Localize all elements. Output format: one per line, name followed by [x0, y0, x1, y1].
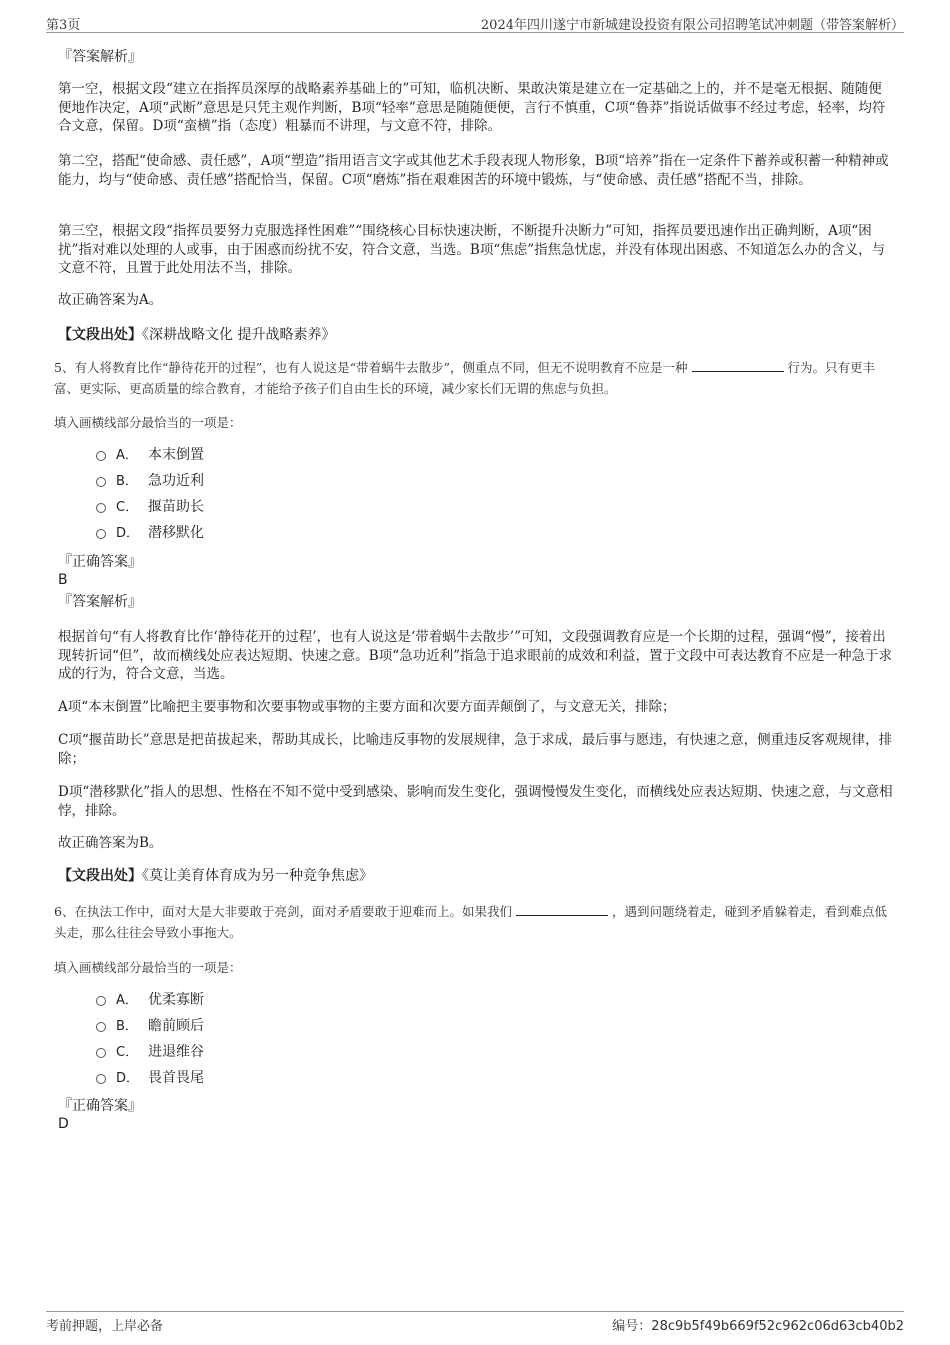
option-key: D．: [116, 526, 140, 541]
q5-analysis-p1: 根据首句“有人将教育比作‘静待花开的过程’，也有人说这是‘带着蜗牛去散步’”可知，文段强调教育应是一个长期的过程，强调“慢”，接着出现转折词“但”，故而横线处应表达短期、快速之意。B项“急功近利”指急于追求眼前的成效和利益，置于文段中可表达教育不应是一种急于求成的行为，符合文意，当选。: [58, 629, 893, 682]
q6-correct-title: 『正确答案』: [58, 1098, 142, 1114]
q4-analysis-title: 『答案解析』: [58, 49, 142, 65]
q5-analysis-p2: A项“本末倒置”比喻把主要事物和次要事物或事物的主要方面和次要方面弄颠倒了，与文意无关，排除；: [58, 699, 676, 715]
q4-analysis-p1: 第一空，根据文段“建立在指挥员深厚的战略素养基础上的”可知，临机决断、果敢决策是建立在一定基础之上的，并不是毫无根据、随随便便地作决定，A项“武断”意思是只凭主观作判断，B项“轻率”意思是随随便便，言行不慎重，C项“鲁莽”指说话做事不经过考虑，轻率，均符合文意，保留。D项“蛮横”指（态度）粗暴而不讲理，与文意不符，排除。: [58, 81, 886, 134]
option-key: C．: [116, 500, 139, 515]
q6-option-c[interactable]: [96, 1042, 204, 1062]
page-footer: [46, 1311, 904, 1333]
footer-code-label: 编号：: [612, 1319, 652, 1334]
q6-option-b[interactable]: [96, 1016, 204, 1036]
option-text: 进退维谷: [148, 1044, 204, 1060]
option-key: A．: [116, 448, 138, 463]
q4-analysis-p2: 第二空，搭配“使命感、责任感”，A项“塑造”指用语言文字或其他艺术手段表现人物形象，B项“培养”指在一定条件下蓄养或积蓄一种精神或能力，均与“使命感、责任感”搭配恰当，保留。C项“磨炼”指在艰难困苦的环境中锻炼，与“使命感、责任感”搭配不当，排除。: [58, 153, 889, 188]
q4-source-title: 《深耕战略文化 提升战略素养》: [142, 327, 336, 343]
option-text: 优柔寡断: [148, 992, 204, 1008]
q5-option-a[interactable]: [96, 445, 204, 465]
radio-icon[interactable]: [96, 1022, 106, 1032]
q5-stem-after: 行为。只有更丰富、更实际、更高质量的综合教育，才能给予孩子们自由生长的环境，减少家长们无谓的焦虑与负担。: [54, 360, 876, 396]
q5-stem-before: 5、有人将教育比作“静待花开的过程”，也有人说这是“带着蜗牛去散步”，侧重点不同，但无不说明教育不应是一种: [54, 360, 688, 375]
q6-option-a[interactable]: [96, 990, 204, 1010]
q5-source-label: 【文段出处】: [58, 868, 142, 884]
option-text: 急功近利: [148, 473, 204, 489]
page-number: 第3页: [46, 18, 81, 33]
q6-correct-answer: D: [58, 1116, 69, 1132]
option-key: D．: [116, 1071, 140, 1086]
option-text: 揠苗助长: [148, 499, 204, 515]
q5-blank: [692, 359, 784, 372]
q5-correct-answer: B: [58, 572, 68, 588]
page-header: [46, 14, 904, 33]
document-title: 2024年四川遂宁市新城建设投资有限公司招聘笔试冲刺题（带答案解析）: [480, 18, 904, 33]
footer-slogan: 考前押题，上岸必备: [46, 1319, 164, 1334]
q4-conclusion: 故正确答案为A。: [58, 292, 163, 308]
option-text: 畏首畏尾: [148, 1070, 204, 1086]
q4-source-label: 【文段出处】: [58, 327, 142, 343]
q5-conclusion: 故正确答案为B。: [58, 835, 163, 851]
radio-icon[interactable]: [96, 996, 106, 1006]
option-text: 本末倒置: [148, 447, 204, 463]
q5-source: [58, 867, 373, 885]
option-key: A．: [116, 993, 138, 1008]
radio-icon[interactable]: [96, 451, 106, 461]
q6-stem: [54, 901, 896, 943]
q5-source-title: 《莫让美育体育成为另一种竞争焦虑》: [142, 868, 373, 884]
q6-stem-before: 6、在执法工作中，面对大是大非要敢于亮剑，面对矛盾要敢于迎难而上。如果我们: [54, 904, 512, 919]
q5-option-b[interactable]: [96, 471, 204, 491]
q4-analysis-p3: 第三空，根据文段“指挥员要努力克服选择性困难”“围绕核心目标快速决断，不断提升决断力”可知，指挥员要迅速作出正确判断，A项“困扰”指对难以处理的人或事，由于困惑而纷扰不安，符合文意，当选。B项“焦虑”指焦急忧虑，并没有体现出困惑、不知道怎么办的含义，与文意不符，且置于此处用法不当，排除。: [58, 223, 886, 276]
option-key: C．: [116, 1045, 139, 1060]
radio-icon[interactable]: [96, 477, 106, 487]
option-text: 瞻前顾后: [148, 1018, 204, 1034]
q5-option-c[interactable]: [96, 497, 204, 517]
radio-icon[interactable]: [96, 529, 106, 539]
q5-option-d[interactable]: [96, 523, 204, 543]
q5-hint: 填入画横线部分最恰当的一项是：: [54, 415, 242, 430]
q6-option-d[interactable]: [96, 1068, 204, 1088]
footer-code-value: 28c9b5f49b669f52c962c06d63cb40b2: [651, 1319, 904, 1334]
q5-analysis-p4: D项“潜移默化”指人的思想、性格在不知不觉中受到感染、影响而发生变化，强调慢慢发生变化，而横线处应表达短期、快速之意，与文意相悖，排除。: [58, 784, 893, 819]
q5-analysis-p3: C项“揠苗助长”意思是把苗拔起来，帮助其成长，比喻违反事物的发展规律，急于求成，最后事与愿违，有快速之意，侧重违反客观规律，排除；: [58, 732, 893, 767]
q6-hint: 填入画横线部分最恰当的一项是：: [54, 960, 242, 975]
option-key: B．: [116, 1019, 138, 1034]
option-key: B．: [116, 474, 138, 489]
q6-stem-after: ，遇到问题绕着走，碰到矛盾躲着走，看到难点低头走，那么往往会导致小事拖大。: [54, 904, 887, 940]
q4-source: [58, 326, 335, 344]
footer-code: [612, 1315, 904, 1334]
q5-analysis-title: 『答案解析』: [58, 594, 142, 610]
q5-stem: [54, 357, 896, 399]
option-text: 潜移默化: [148, 525, 204, 541]
radio-icon[interactable]: [96, 1074, 106, 1084]
q5-correct-title: 『正确答案』: [58, 554, 142, 570]
radio-icon[interactable]: [96, 503, 106, 513]
radio-icon[interactable]: [96, 1048, 106, 1058]
q6-blank: [516, 903, 608, 916]
